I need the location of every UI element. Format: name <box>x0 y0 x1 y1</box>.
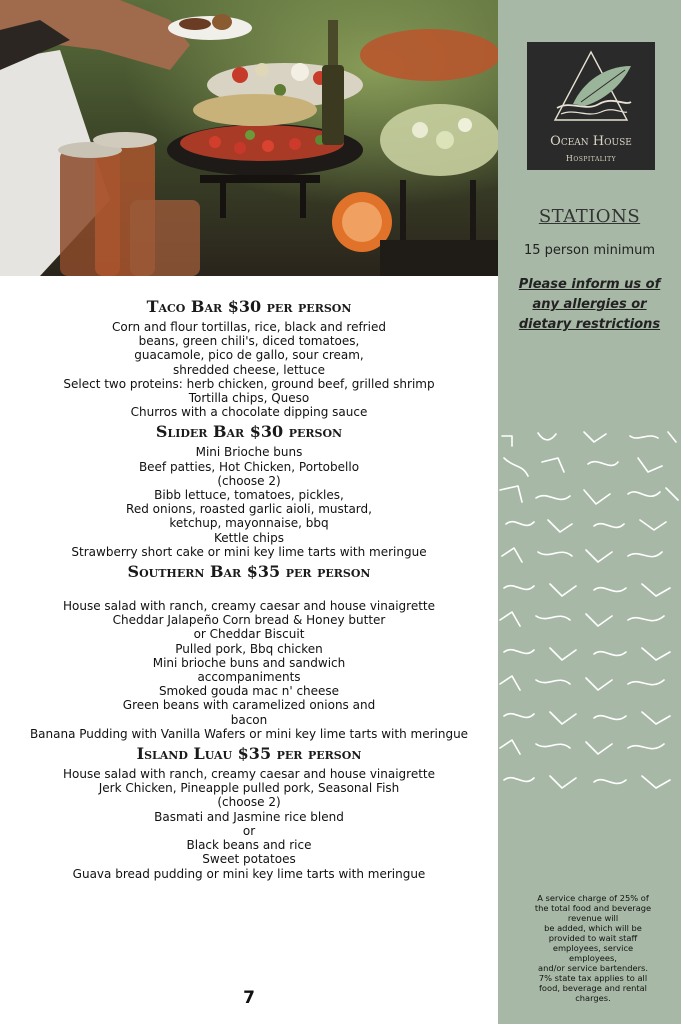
page-number: 7 <box>243 988 255 1008</box>
menu-item: Bibb lettuce, tomatoes, pickles, <box>154 488 344 503</box>
menu-item: Pulled pork, Bbq chicken <box>175 641 323 656</box>
menu-item: shredded cheese, lettuce <box>173 362 325 377</box>
menu-section-southern-bar <box>0 559 498 741</box>
service-line: provided to wait staff <box>548 933 638 943</box>
menu-item-spacer <box>0 585 498 599</box>
section-title: Taco Bar $30 per person <box>146 297 352 316</box>
menu-item: Kettle chips <box>213 530 284 545</box>
section-items <box>0 320 498 419</box>
menu-item: Churros with a chocolate dipping sauce <box>130 405 368 420</box>
menu-item: Select two proteins: herb chicken, ground beef, grilled shrimp <box>63 376 435 391</box>
service-line: employees, service <box>552 943 634 953</box>
menu-item: Tortilla chips, Queso <box>188 391 310 406</box>
menu-item: Sweet potatoes <box>202 852 296 867</box>
menu-section-taco-bar <box>0 294 498 419</box>
menu-item: Black beans and rice <box>186 838 312 853</box>
menu-item: Smoked gouda mac n' cheese <box>158 684 340 699</box>
allergy-line: any allergies or <box>532 297 647 312</box>
section-items <box>0 767 498 881</box>
service-line: be added, which will be <box>544 923 642 933</box>
service-line: A service charge of 25% of <box>537 893 649 903</box>
menu-item: bacon <box>230 712 268 727</box>
stations-heading: STATIONS <box>538 206 641 227</box>
menu-item: beans, green chili's, diced tomatoes, <box>138 334 360 349</box>
menu-item: Mini Brioche buns <box>195 445 303 460</box>
section-title: Southern Bar $35 per person <box>127 562 371 582</box>
service-line: 7% state tax applies to all <box>538 973 648 983</box>
section-title: Slider Bar $30 person <box>155 422 343 442</box>
menu-item: (choose 2) <box>217 473 281 488</box>
menu-section-slider-bar <box>0 419 498 559</box>
brand-logo <box>527 42 655 170</box>
service-line: and/or service bartenders. <box>537 963 648 973</box>
section-items <box>0 585 498 741</box>
allergy-line: dietary restrictions <box>518 317 661 332</box>
brand-subtitle: Hospitality <box>565 154 617 163</box>
menu-item: Banana Pudding with Vanilla Wafers or mini key lime tarts with meringue <box>29 726 469 741</box>
menu-item: Guava bread pudding or mini key lime tarts with meringue <box>72 866 426 881</box>
service-line: the total food and beverage <box>534 903 652 913</box>
service-charge-note <box>522 893 664 1003</box>
menu-item: ketchup, mayonnaise, bbq <box>169 516 329 531</box>
section-title: Island Luau $35 per person <box>136 744 362 764</box>
menu-item: accompaniments <box>197 670 301 685</box>
sidebar-panel <box>498 0 681 1024</box>
menu-item: Red onions, roasted garlic aioli, mustard, <box>126 502 372 517</box>
buffet-photo-illustration <box>0 0 498 276</box>
menu-item: Beef patties, Hot Chicken, Portobello <box>138 459 360 474</box>
menu-item: Basmati and Jasmine rice blend <box>154 809 344 824</box>
menu-item: or Cheddar Biscuit <box>193 627 305 642</box>
menu-section-island-luau <box>0 741 498 881</box>
allergy-line: Please inform us of <box>518 277 661 292</box>
menu-item: guacamole, pico de gallo, sour cream, <box>134 348 364 363</box>
service-line: food, beverage and rental <box>539 983 647 993</box>
menu-item: or <box>242 823 256 838</box>
menu-content <box>0 294 498 881</box>
service-line: revenue will <box>567 913 619 923</box>
brand-name: Ocean House <box>550 134 632 149</box>
section-items <box>0 445 498 559</box>
menu-item: (choose 2) <box>217 795 281 810</box>
menu-item: Strawberry short cake or mini key lime tarts with meringue <box>71 544 427 559</box>
menu-item: Cheddar Jalapeño Corn bread & Honey butter <box>112 613 386 628</box>
service-line: charges. <box>575 993 611 1003</box>
minimum-note: 15 person minimum <box>523 243 656 258</box>
menu-item: Mini brioche buns and sandwich <box>152 655 346 670</box>
buffet-photo <box>0 0 498 276</box>
leaf-wave-triangle-icon <box>527 42 655 132</box>
wave-pattern-decoration <box>498 428 681 808</box>
menu-item: House salad with ranch, creamy caesar and house vinaigrette <box>62 767 436 782</box>
menu-item: Jerk Chicken, Pineapple pulled pork, Seasonal Fish <box>98 781 400 796</box>
allergy-notice <box>508 275 671 335</box>
menu-item: Corn and flour tortillas, rice, black and refried <box>112 320 386 334</box>
menu-item: House salad with ranch, creamy caesar and house vinaigrette <box>62 599 436 614</box>
menu-item: Green beans with caramelized onions and <box>122 698 376 713</box>
service-line: employees, <box>569 953 617 963</box>
